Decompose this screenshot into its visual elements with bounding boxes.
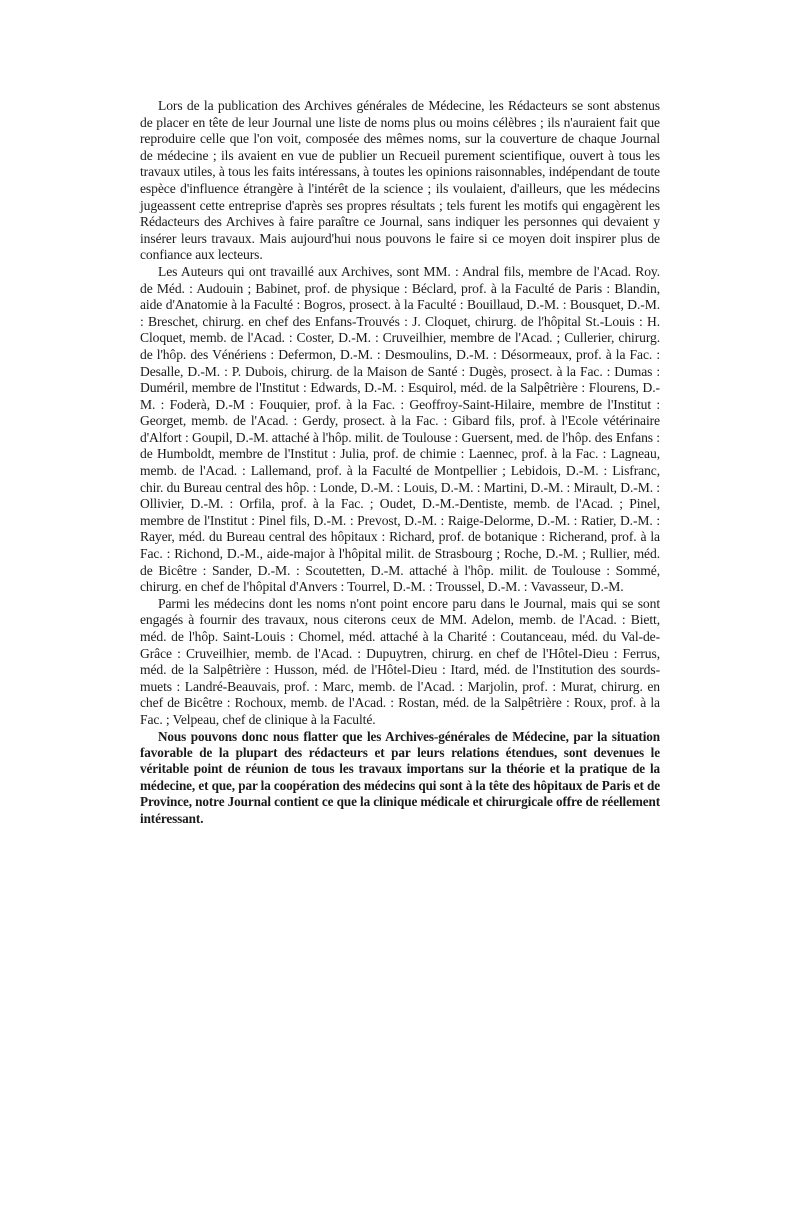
paragraph-closing: Nous pouvons donc nous flatter que les Archives-générales de Médecine, par la situation favorable de la plupart des rédacteurs et par leurs relations étendues, sont devenues le véritable point de réunion de tous les travaux importans sur la théorie et la pratique de la médecine, et que, par la coopération des médecins qui sont à la tête des hôpitaux de Paris et de Province, notre Journal contient ce que la clinique médicale et chirurgicale offre de réellement intéressant. (140, 728, 660, 826)
paragraph-future-contributors: Parmi les médecins dont les noms n'ont point encore paru dans le Journal, mais qui se sont engagés à fournir des travaux, nous citerons ceux de MM. Adelon, memb. de l'Acad. : Biett, méd. de l'hôp. Saint-Louis : Chomel, méd. attaché à la Charité : Coutanceau, méd. du Val-de-Grâce : Cruveilhier, memb. de l'Acad. : Dupuytren, chirurg. en chef de l'Hôtel-Dieu : Ferrus, méd. de la Salpêtrière : Husson, méd. de l'Hôtel-Dieu : Itard, méd. de l'Institution des sourds-muets : Landré-Beauvais, prof. : Marc, memb. de l'Acad. : Marjolin, prof. : Murat, chirurg. en chef de Bicêtre : Rochoux, memb. de l'Acad. : Rostan, méd. de la Salpêtrière : Roux, prof. à la Fac. ; Velpeau, chef de clinique à la Faculté. (140, 595, 660, 727)
document-page (140, 98, 660, 827)
paragraph-intro: Lors de la publication des Archives générales de Médecine, les Rédacteurs se sont abstenus de placer en tête de leur Journal une liste de noms plus ou moins célèbres ; ils n'auraient fait que reproduire celle que l'on voit, composée des mêmes noms, sur la couverture de chaque Journal de médecine ; ils avaient en vue de publier un Recueil purement scientifique, ouvert à tous les travaux utiles, à tous les faits intéressans, à toutes les opinions raisonnables, indépendant de toute espèce d'influence étrangère à l'intérêt de la science ; ils voulaient, d'ailleurs, que les médecins jugeassent cette entreprise d'après ses propres résultats ; tels furent les motifs qui engagèrent les Rédacteurs des Archives à faire paraître ce Journal, sans indiquer les personnes qui devaient y insérer leurs travaux. Mais aujourd'hui nous pouvons le faire si ce moyen doit inspirer plus de confiance aux lecteurs. (140, 98, 660, 263)
paragraph-authors: Les Auteurs qui ont travaillé aux Archives, sont MM. : Andral fils, membre de l'Acad. Roy. de Méd. : Audouin ; Babinet, prof. de physique : Béclard, prof. à la Faculté de Paris : Blandin, aide d'Anatomie à la Faculté : Bogros, prosect. à la Faculté : Bouillaud, D.-M. : Bousquet, D.-M. : Breschet, chirurg. en chef des Enfans-Trouvés : J. Cloquet, chirurg. de l'hôpital St.-Louis : H. Cloquet, memb. de l'Acad. : Coster, D.-M. : Cruveilhier, membre de l'Acad. ; Cullerier, chirurg. de l'hôp. des Vénériens : Defermon, D.-M. : Desmoulins, D.-M. : Désormeaux, prof. à la Fac. : Desalle, D.-M. : P. Dubois, chirurg. de la Maison de Santé : Dugès, prosect. à la Fac. : Dumas : Duméril, membre de l'Institut : Edwards, D.-M. : Esquirol, méd. de la Salpêtrière : Flourens, D.-M. : Foderà, D.-M : Fouquier, prof. à la Fac. : Geoffroy-Saint-Hilaire, membre de l'Institut : Georget, memb. de l'Acad. : Gerdy, prosect. à la Fac. : Gibard fils, prof. à l'Ecole vétérinaire d'Alfort : Goupil, D.-M. attaché à l'hôp. milit. de Toulouse : Guersent, med. de l'hôp. des Enfans : de Humboldt, membre de l'Institut : Julia, prof. de chimie : Laennec, prof. à la Fac. : Lagneau, memb. de l'Acad. : Lallemand, prof. à la Faculté de Montpellier ; Lebidois, D.-M. : Lisfranc, chir. du Bureau central des hôp. : Londe, D.-M. : Louis, D.-M. : Martini, D.-M. : Mirault, D.-M. : Ollivier, D.-M. : Orfila, prof. à la Fac. ; Oudet, D.-M.-Dentiste, memb. de l'Acad. ; Pinel, membre de l'Institut : Pinel fils, D.-M. : Prevost, D.-M. : Raige-Delorme, D.-M. : Ratier, D.-M. : Rayer, méd. du Bureau central des hôpitaux : Richard, prof. de botanique : Richerand, prof. à la Fac. : Richond, D.-M., aide-major à l'hôpital milit. de Strasbourg ; Roche, D.-M. ; Rullier, méd. de Bicêtre : Sander, D.-M. : Scoutetten, D.-M. attaché à l'hôp. milit. de Toulouse : Sommé, chirurg. en chef de l'hôpital d'Anvers : Tourrel, D.-M. : Troussel, D.-M. : Vavasseur, D.-M. (140, 263, 660, 595)
